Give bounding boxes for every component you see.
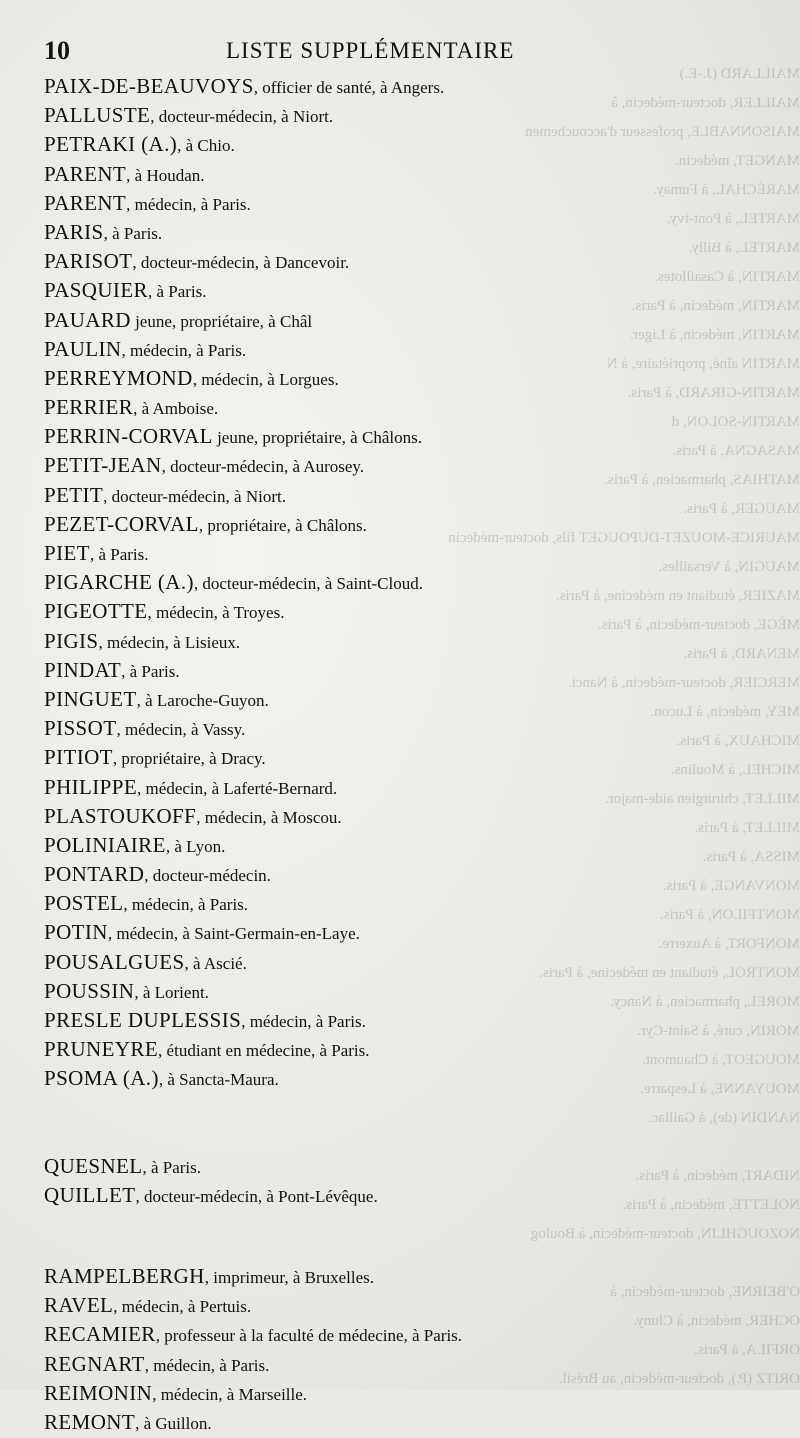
entry-detail: , docteur-médecin, à Pont-Lévêque. [135, 1186, 378, 1206]
entry-name: PAULIN [44, 336, 122, 361]
entry-name: PERRIER [44, 395, 134, 420]
bleed-line: MOUYANNE, à Lesparre. [640, 1081, 800, 1097]
bleed-line: O'BEIRNE, docteur-médecin, à [610, 1284, 800, 1300]
list-entry [44, 451, 604, 480]
list-entry [44, 247, 604, 276]
bleed-line: MARTEL, à Pont-ivy. [666, 211, 800, 227]
bleed-line: ORITZ (P.), docteur-médecin, au Brésil. [558, 1371, 800, 1387]
entry-name: PARENT [44, 161, 127, 186]
list-entry [44, 627, 604, 656]
entry-detail: , médecin, à Paris. [123, 895, 249, 915]
entry-detail: , docteur-médecin, à Niort. [150, 107, 334, 127]
entry-detail: , professeur à la faculté de médecine, à Paris. [155, 1326, 463, 1346]
entry-detail: , docteur-médecin, à Niort. [103, 486, 286, 506]
entry-detail: , à Laroche-Guyon. [136, 690, 269, 710]
bleed-line: MONTFILON, à Paris. [660, 907, 800, 923]
entry-name: POTIN [44, 920, 108, 945]
bleed-line: MOREL, pharmacien, à Nancy. [610, 994, 800, 1010]
entry-name: PSOMA (A.) [44, 1066, 159, 1091]
bleed-line: MARÉCHAL, à Fumay. [653, 182, 800, 198]
list-entry [44, 1006, 604, 1035]
list-entry [44, 948, 604, 977]
entry-detail: , à Houdan. [126, 165, 205, 185]
bleed-line: MORIN, curé, à Saint-Cyr. [637, 1023, 800, 1039]
entry-name: PLASTOUKOFF [44, 803, 197, 828]
entry-detail: , médecin, à Paris. [126, 194, 251, 214]
entry-detail: , étudiant en médecine, à Paris. [158, 1041, 370, 1061]
bleed-line: MAILLARD (J.-E.) [679, 66, 800, 82]
entry-detail: , médecin, à Laferté-Bernard. [137, 778, 338, 798]
bleed-line: MAZIER, étudiant en médecine, à Paris. [555, 588, 800, 604]
entry-name: REGNART [44, 1351, 145, 1376]
list-entry [44, 597, 604, 626]
entry-detail: , à Paris. [89, 545, 149, 564]
running-title: LISTE SUPPLÉMENTAIRE [226, 38, 515, 63]
list-entry [44, 1320, 604, 1349]
entry-name: PIGIS [44, 628, 99, 653]
entry-detail: , à Paris. [103, 223, 163, 243]
list-entry [44, 539, 604, 568]
entry-name: PARISOT [44, 249, 133, 274]
entry-detail: , médecin, à Lisieux. [98, 632, 241, 652]
entry-detail: , à Paris. [121, 661, 180, 681]
page-header [44, 36, 584, 68]
entry-name: PAIX-DE-BEAUVOYS [44, 74, 254, 98]
section-gap [44, 1210, 604, 1262]
entry-detail: , à Paris. [142, 1157, 202, 1177]
entry-detail: , docteur-médecin, à Aurosey. [161, 457, 365, 477]
entry-name: RECAMIER [44, 1322, 156, 1347]
entry-name: PIGEOTTE [44, 599, 148, 624]
list-entry [44, 802, 604, 831]
list-entry [44, 160, 604, 189]
list-entry [44, 276, 604, 305]
entry-name: PARIS [44, 219, 104, 244]
entry-name: PONTARD [44, 862, 145, 887]
entry-name: PISSOT [44, 716, 117, 741]
list-entry [44, 1408, 604, 1437]
entry-detail: , médecin, à Moscou. [196, 807, 342, 827]
bleed-line: NOLETTE, médecin, à Paris. [622, 1197, 800, 1213]
bleed-line: MASAGNA, à Paris. [672, 443, 800, 459]
list-entry [44, 306, 604, 335]
bleed-line: MILLET, chirurgien aide-major. [605, 791, 800, 807]
bleed-line: MONVANGE, à Paris. [662, 878, 800, 894]
entry-detail: , à Ascié. [184, 953, 247, 973]
bleed-line: MOUGEOT, à Chaumont. [641, 1052, 800, 1068]
entry-name: POUSSIN [44, 978, 135, 1003]
bleed-line: MENARD, à Paris. [683, 646, 800, 662]
entry-detail: , docteur-médecin. [144, 866, 271, 886]
entry-name: PRESLE DUPLESSIS [44, 1008, 242, 1032]
bleed-line: MONFORT, à Auxerre. [658, 936, 800, 952]
entry-name: PEZET-CORVAL [44, 511, 199, 536]
bleed-line: MISSA, à Paris. [702, 849, 800, 865]
entry-name: PRUNEYRE [44, 1037, 159, 1062]
entry-detail: , docteur-médecin, à Dancevoir. [132, 253, 350, 273]
entry-name: QUILLET [44, 1182, 136, 1207]
bleed-line: MARTIN, médecin, à Paris. [631, 298, 800, 314]
bleed-line: MANGET, médecin. [674, 153, 800, 169]
entry-detail: , imprimeur, à Bruxelles. [204, 1267, 375, 1287]
entry-detail: , médecin, à Marseille. [152, 1384, 308, 1404]
list-entry [44, 1035, 604, 1064]
list-entry [44, 1262, 604, 1291]
entry-detail: jeune, propriétaire, à Châlons. [212, 428, 422, 448]
list-entry [44, 1064, 604, 1093]
bleed-line: MILLET, à Paris. [694, 820, 800, 836]
entry-name: PETIT-JEAN [44, 453, 162, 478]
bleed-line: MARTIN aîné, propriétaire, à N [606, 356, 800, 372]
entry-list [44, 72, 604, 1437]
list-entry [44, 743, 604, 772]
bleed-line: MAURICE-MOUZET-DUPOUGET fils, docteur-médecin [448, 530, 800, 546]
bleed-line: MARTEL, à Billy. [688, 240, 800, 256]
list-entry [44, 685, 604, 714]
list-entry [44, 422, 604, 451]
list-entry [44, 130, 604, 159]
entry-detail: , médecin, à Paris. [121, 340, 247, 360]
bleed-line: NANDIN (de), à Gaillac. [647, 1110, 800, 1126]
list-entry [44, 1379, 604, 1408]
entry-detail: , à Chio. [177, 136, 235, 156]
list-entry [44, 831, 604, 860]
entry-name: PAUARD [44, 307, 131, 332]
entry-detail: , propriétaire, à Dracy. [112, 749, 266, 769]
list-entry [44, 1291, 604, 1320]
entry-name: PHILIPPE [44, 774, 138, 799]
bleed-line: OCHER, médecin, à Cluny. [633, 1313, 800, 1329]
entry-detail: , à Guillon. [135, 1413, 212, 1433]
entry-name: PALLUSTE [44, 103, 151, 128]
entry-detail: , propriétaire, à Châlons. [198, 515, 367, 535]
entry-name: PITIOT [44, 745, 113, 770]
entry-name: PIET [44, 541, 90, 565]
bleed-line: MÈGE, docteur-médecin, à Paris. [597, 617, 800, 633]
bleed-line: MARTIN, à Casaillotes. [654, 269, 800, 285]
entry-name: REIMONIN [44, 1380, 153, 1405]
bleed-line: MICHAUX, à Paris. [676, 733, 800, 749]
entry-name: QUESNEL [44, 1153, 143, 1178]
entry-detail: , médecin, à Pertuis. [113, 1297, 252, 1317]
bleed-line: MATHIAS, pharmacien, à Paris. [604, 472, 800, 488]
entry-name: POLINIAIRE [44, 832, 166, 857]
bleed-line: NOZOUGHLIN, docteur-médecin, à Boulog [530, 1226, 800, 1242]
bleed-line: MAILLER, docteur-médecin, à [611, 95, 800, 111]
entry-detail: , à Lyon. [165, 836, 226, 856]
list-entry [44, 393, 604, 422]
bleed-line: MERCIER, docteur-médecin, à Nanci. [567, 675, 800, 691]
entry-detail: , médecin, à Vassy. [116, 720, 246, 740]
list-entry [44, 889, 604, 918]
entry-detail: , médecin, à Lorgues. [192, 369, 339, 389]
entry-name: PETRAKI (A.) [44, 132, 178, 157]
entry-detail: , officier de santé, à Angers. [253, 78, 445, 97]
list-entry [44, 568, 604, 597]
entry-detail: , à Amboise. [133, 399, 219, 419]
entry-detail: , à Paris. [147, 282, 207, 302]
list-entry [44, 101, 604, 130]
list-entry [44, 773, 604, 802]
bleed-line: MICHEL, à Moulins. [670, 762, 800, 778]
bleed-line: MARTIN-GIRARD, à Paris. [627, 385, 800, 401]
list-entry [44, 656, 604, 685]
entry-name: PERRIN-CORVAL [44, 424, 213, 449]
entry-detail: , à Sancta-Maura. [158, 1070, 279, 1090]
list-entry [44, 510, 604, 539]
bleed-line: MAUGIN, à Versailles. [658, 559, 800, 575]
list-entry [44, 918, 604, 947]
list-entry [44, 218, 604, 247]
list-entry [44, 977, 604, 1006]
bleed-line: MAUGER, à Paris. [683, 501, 800, 517]
list-entry [44, 364, 604, 393]
entry-detail: , docteur-médecin, à Saint-Cloud. [193, 574, 423, 594]
entry-name: POUSALGUES [44, 949, 185, 974]
entry-name: RAVEL [44, 1293, 114, 1318]
entry-name: POSTEL [44, 891, 124, 916]
bleed-line: NIDART, médecin, à Paris. [635, 1168, 800, 1184]
list-entry [44, 481, 604, 510]
bleed-line: MAISONNABLE, professeur d'accouchemen [525, 124, 800, 140]
list-entry [44, 189, 604, 218]
entry-name: PERREYMOND [44, 365, 193, 390]
list-entry [44, 335, 604, 364]
entry-detail: , à Lorient. [134, 982, 209, 1002]
bleed-line: MARTIN-SOLON, d [671, 414, 800, 430]
entry-detail: jeune, propriétaire, à Châl [130, 311, 313, 331]
entry-name: PINGUET [44, 686, 137, 711]
entry-name: PASQUIER [44, 278, 148, 303]
list-entry [44, 1350, 604, 1379]
entry-name: PIGARCHE (A.) [44, 570, 194, 595]
bleed-line: MONTROL, étudiant en médecine, à Paris. [539, 965, 800, 981]
list-entry [44, 72, 604, 101]
entry-detail: , médecin, à Paris. [144, 1355, 270, 1375]
section-gap [44, 1094, 604, 1152]
list-entry [44, 1181, 604, 1210]
entry-name: PARENT [44, 190, 127, 215]
page-number: 10 [44, 36, 70, 65]
entry-name: PINDAT [44, 657, 122, 682]
bleed-line: ORFILA, à Paris. [694, 1342, 800, 1358]
list-entry [44, 714, 604, 743]
entry-name: REMONT [44, 1409, 136, 1434]
list-entry [44, 860, 604, 889]
entry-name: RAMPELBERGH [44, 1263, 205, 1288]
list-entry [44, 1152, 604, 1181]
entry-detail: , médecin, à Paris. [241, 1012, 366, 1031]
bleed-line: MEY, médecin, à Lucon. [650, 704, 800, 720]
entry-detail: , médecin, à Troyes. [147, 603, 285, 623]
bleed-line: MARTIN, médecin, à Liger. [630, 327, 800, 343]
entry-name: PETIT [44, 482, 104, 507]
entry-detail: , médecin, à Saint-Germain-en-Laye. [107, 924, 360, 944]
